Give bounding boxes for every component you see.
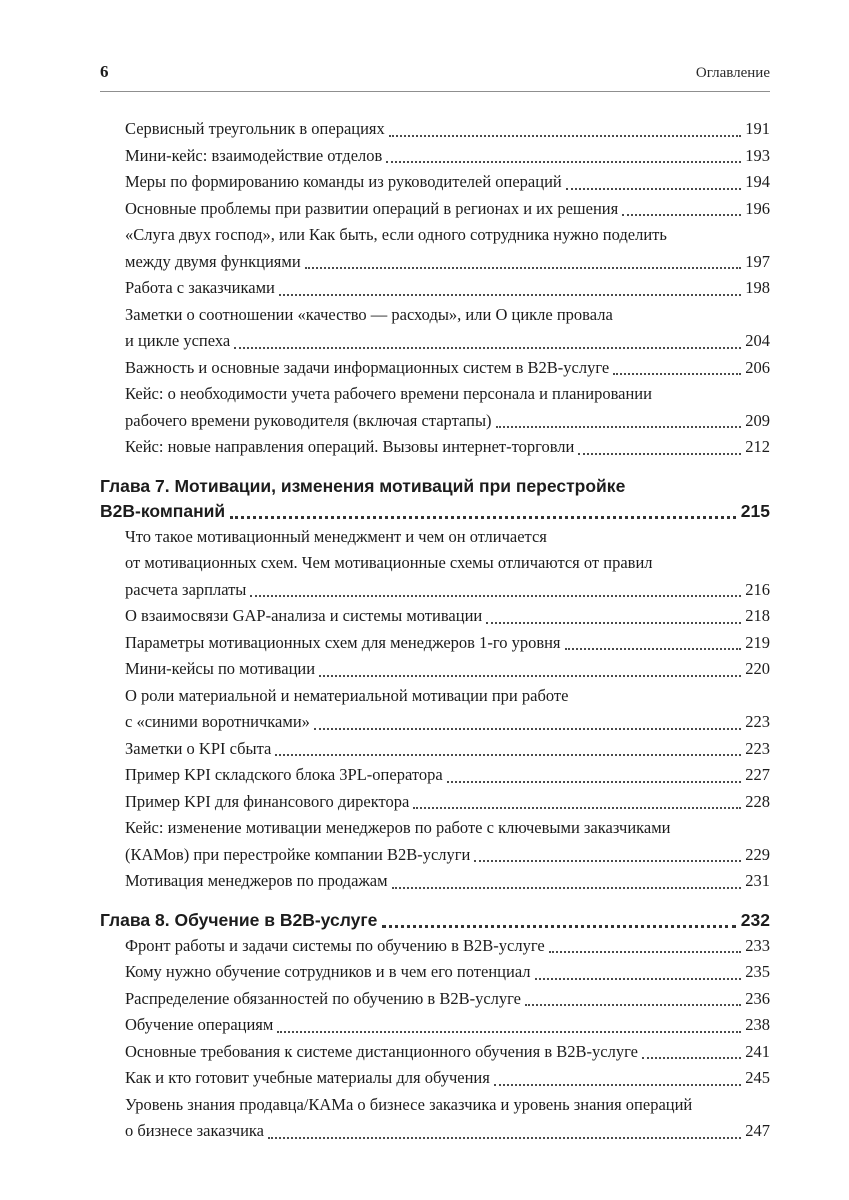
toc-entry [100,630,770,657]
toc-entry-text: Заметки о соотношении «качество — расходы», или О цикле провала [125,304,613,324]
toc-page-number: 193 [745,145,770,165]
toc-entry-text: Кейс: о необходимости учета рабочего времени персонала и планировании [125,384,652,403]
toc-page-number: 209 [745,410,770,430]
toc-entry-text: Кейс: новые направления операций. Вызовы интернет-торговли [125,437,575,456]
dot-leader [566,188,742,190]
toc-entry [100,683,770,736]
toc-entry-line [125,630,770,657]
toc-entry-text: Сервисный треугольник в операциях [125,119,385,138]
toc-entry [100,656,770,683]
toc-entry-text: (КАМов) при перестройке компании B2B-услуги [125,844,471,864]
toc-entry-line [125,328,770,355]
toc-entry-line [125,249,770,276]
toc-entry-line [125,603,770,630]
toc-entry [100,815,770,868]
page-header [100,62,770,82]
toc-entry-line [125,709,770,736]
toc-entry-line [125,1039,770,1066]
dot-leader [392,887,742,889]
toc-entry-line [125,302,770,329]
toc-entry [100,959,770,986]
toc-page-number: 227 [745,765,770,784]
toc-page-number: 212 [745,437,770,456]
toc-entry-line [125,959,770,986]
toc-entry-line [125,933,770,960]
toc-entry-text: Мини-кейсы по мотивации [125,659,316,678]
toc-entry-text: Уровень знания продавца/КАМа о бизнесе заказчика и уровень знания операций [125,1094,693,1114]
toc-entry-line [125,434,770,461]
toc-page-number: 241 [745,1041,770,1061]
toc-entry-text: Заметки о KPI сбыта [125,738,272,758]
toc-entry-line [125,736,770,763]
dot-leader [250,595,741,597]
toc-entry-text: «Слуга двух господ», или Как быть, если одного сотрудника нужно поделить [125,225,667,244]
dot-leader [496,426,742,428]
toc-entry-line [125,656,770,683]
dot-leader [486,622,741,624]
toc-page-number: 236 [745,988,770,1008]
dot-leader [642,1057,741,1059]
dot-leader [525,1004,741,1006]
toc-entry [100,789,770,816]
toc-chapter-heading [100,474,770,524]
dot-leader [549,951,742,953]
toc-entry-text: Кому нужно обучение сотрудников и в чем его потенциал [125,962,531,981]
toc-entry-line [125,222,770,249]
dot-leader [314,728,741,730]
toc-entry-text: О взаимосвязи GAP-анализа и системы мотивации [125,606,483,625]
toc-entry-line [125,789,770,816]
toc-page-number: 215 [740,500,770,521]
toc-page-number: 235 [745,962,770,981]
toc-entry-text: Параметры мотивационных схем для менеджеров 1-го уровня [125,632,561,652]
toc-entry-text: Мини-кейс: взаимодействие отделов [125,145,383,165]
toc-entry-text: Пример KPI для финансового директора [125,791,410,811]
toc-entry [100,169,770,196]
toc-entry [100,143,770,170]
toc-entry-line [125,577,770,604]
toc-page-number: 194 [745,172,770,191]
toc-entry-text: Основные требования к системе дистанционного обучения в B2B-услуге [125,1041,638,1061]
dot-leader [275,754,741,756]
toc-entry-text: Важность и основные задачи информационных систем в B2B-услуге [125,357,610,377]
dot-leader [230,516,736,519]
toc-entry-text: расчета зарплаты [125,579,247,599]
toc-entry-text: Обучение операциям [125,1015,274,1034]
toc-entry [100,355,770,382]
toc-entry-line [125,1012,770,1039]
dot-leader [279,294,741,296]
toc-entry-text: Фронт работы и задачи системы по обучению в B2B-услуге [125,935,545,955]
toc-page-number: 247 [745,1121,770,1140]
dot-leader [389,135,741,137]
toc-entry-line [125,868,770,895]
toc-entry-text: Основные проблемы при развитии операций в регионах и их решения [125,198,619,218]
toc-page-number: 198 [745,278,770,297]
toc-entry [100,524,770,604]
toc-entry-text: Распределение обязанностей по обучению в B2B-услуге [125,988,521,1008]
toc-list [100,116,770,1145]
toc-entry-text: Пример KPI складского блока 3PL-оператора [125,765,443,784]
dot-leader [447,781,742,783]
running-title: Оглавление [695,65,770,81]
page-number-header: 6 [100,62,109,81]
toc-entry-line [125,986,770,1013]
toc-page-number: 233 [745,935,770,955]
toc-entry [100,736,770,763]
dot-leader [305,267,742,269]
toc-entry [100,302,770,355]
toc-page-number: 196 [745,198,770,218]
header-divider [100,91,770,92]
toc-entry-line [125,116,770,143]
toc-page-number: 232 [740,909,770,930]
toc-entry-text: Меры по формированию команды из руководителей операций [125,172,562,191]
toc-page-number: 245 [745,1068,770,1087]
toc-page-number: 219 [745,632,770,652]
toc-entry-line [125,355,770,382]
toc-entry-line [125,842,770,869]
toc-entry [100,868,770,895]
toc-entry [100,1039,770,1066]
dot-leader [319,675,741,677]
dot-leader [565,648,742,650]
toc-entry-text: Как и кто готовит учебные материалы для обучения [125,1068,490,1087]
dot-leader [268,1137,741,1139]
dot-leader [535,978,742,980]
toc-entry [100,1065,770,1092]
toc-entry-text: Глава 7. Мотивации, изменения мотиваций при перестройке [100,475,626,496]
toc-page-number: 228 [745,791,770,811]
toc-page-number: 197 [745,251,770,271]
toc-page-number: 223 [745,712,770,731]
toc-page-number: 223 [745,738,770,758]
toc-entry-line [100,908,770,933]
toc-page-number: 191 [745,119,770,138]
toc-entry-text: Работа с заказчиками [125,278,275,297]
dot-leader [413,807,741,809]
dot-leader [234,347,741,349]
toc-page-number: 204 [745,331,770,350]
toc-entry-line [125,1118,770,1145]
dot-leader [386,161,741,163]
toc-page-number: 216 [745,579,770,599]
toc-entry [100,933,770,960]
toc-entry [100,986,770,1013]
dot-leader [578,453,741,455]
toc-entry-line [125,683,770,710]
dot-leader [622,214,741,216]
toc-page-number: 218 [745,606,770,625]
toc-chapter-heading [100,908,770,933]
toc-entry-line [125,550,770,577]
toc-entry-text: и цикле успеха [125,331,231,350]
toc-entry-text: о бизнесе заказчика [125,1121,264,1140]
toc-entry-text: О роли материальной и нематериальной мотивации при работе [125,685,569,705]
toc-entry [100,381,770,434]
toc-entry-line [125,408,770,435]
toc-entry [100,603,770,630]
toc-entry-text: Глава 8. Обучение в B2B-услуге [100,909,378,930]
toc-entry-line [125,381,770,408]
toc-entry [100,1012,770,1039]
toc-entry-line [125,1092,770,1119]
toc-entry [100,1092,770,1145]
toc-page-number: 206 [745,357,770,377]
toc-entry-text: между двумя функциями [125,251,301,271]
dot-leader [494,1084,741,1086]
toc-entry-text: Что такое мотивационный менеджмент и чем он отличается [125,526,547,546]
toc-entry-line [125,815,770,842]
toc-entry-line [125,1065,770,1092]
toc-page-number: 231 [745,871,770,890]
toc-entry-text: Кейс: изменение мотивации менеджеров по работе с ключевыми заказчиками [125,818,671,837]
toc-entry-line [125,524,770,551]
toc-entry-line [125,762,770,789]
toc-entry-text: рабочего времени руководителя (включая стартапы) [125,410,492,430]
toc-entry [100,222,770,275]
toc-entry-line [100,499,770,524]
toc-entry-line [125,275,770,302]
dot-leader [474,860,741,862]
toc-entry-text: от мотивационных схем. Чем мотивационные схемы отличаются от правил [125,553,653,572]
toc-entry [100,196,770,223]
toc-entry-line [100,474,770,499]
toc-entry [100,434,770,461]
toc-entry-text: Мотивация менеджеров по продажам [125,871,388,890]
dot-leader [277,1031,741,1033]
toc-page-number: 220 [745,659,770,678]
toc-entry-line [125,143,770,170]
toc-page-number: 229 [745,844,770,864]
toc-entry [100,116,770,143]
toc-page-number: 238 [745,1015,770,1034]
dot-leader [382,925,735,928]
toc-entry-text: с «синими воротничками» [125,712,310,731]
toc-entry-line [125,196,770,223]
toc-entry [100,762,770,789]
toc-entry-text: B2B-компаний [100,500,226,521]
toc-entry [100,275,770,302]
dot-leader [613,373,741,375]
toc-entry-line [125,169,770,196]
